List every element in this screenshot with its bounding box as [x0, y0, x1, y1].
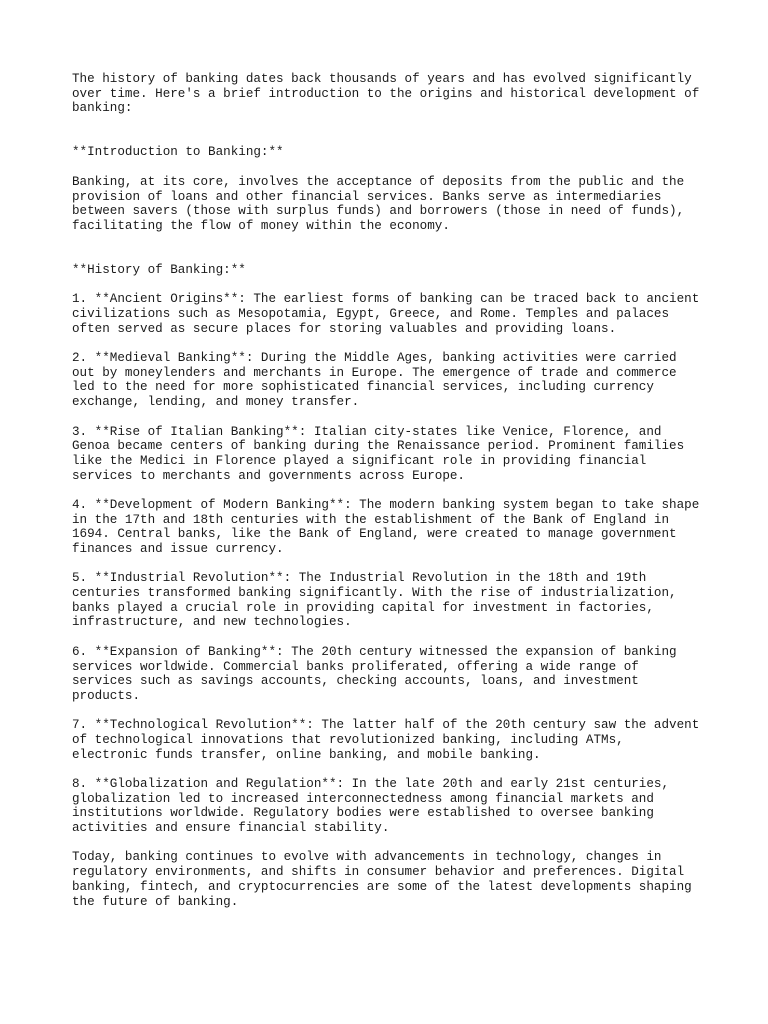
text-line: exchange, lending, and money transfer. [72, 395, 360, 410]
introduction-paragraph [72, 175, 712, 234]
text-line: out by moneylenders and merchants in Europe. The emergence of trade and commerce [72, 365, 677, 380]
text-line: 3. **Rise of Italian Banking**: Italian city-states like Venice, Florence, and [72, 424, 662, 439]
text-line: services such as savings accounts, checking accounts, loans, and investment [72, 674, 639, 689]
history-item-7 [72, 718, 712, 762]
text-line: 6. **Expansion of Banking**: The 20th century witnessed the expansion of banking [72, 644, 677, 659]
text-line: banks played a crucial role in providing capital for investment in factories, [72, 600, 654, 615]
text-line: Banking, at its core, involves the acceptance of deposits from the public and the [72, 174, 685, 189]
history-item-1 [72, 292, 712, 336]
text-line: in the 17th and 18th centuries with the establishment of the Bank of England in [72, 512, 670, 527]
text-line: 2. **Medieval Banking**: During the Middle Ages, banking activities were carried [72, 351, 677, 366]
history-item-2 [72, 351, 712, 410]
text-line: globalization led to increased interconnectedness among financial markets and [72, 791, 654, 806]
text-line: infrastructure, and new technologies. [72, 615, 352, 630]
section-heading-history [72, 263, 712, 278]
text-line: institutions worldwide. Regulatory bodies were established to oversee banking [72, 806, 654, 821]
text-line: 8. **Globalization and Regulation**: In the late 20th and early 21st centuries, [72, 777, 670, 792]
text-line: the future of banking. [72, 894, 239, 909]
text-line: 1694. Central banks, like the Bank of England, were created to manage government [72, 527, 677, 542]
text-line: finances and issue currency. [72, 542, 284, 557]
text-line: centuries transformed banking significantly. With the rise of industrialization, [72, 586, 677, 601]
text-line: Today, banking continues to evolve with advancements in technology, changes in [72, 850, 662, 865]
text-line: electronic funds transfer, online banking, and mobile banking. [72, 747, 541, 762]
text-line: banking, fintech, and cryptocurrencies are some of the latest developments shaping [72, 879, 692, 894]
history-item-8 [72, 777, 712, 836]
text-line: services worldwide. Commercial banks proliferated, offering a wide range of [72, 659, 639, 674]
text-line: 1. **Ancient Origins**: The earliest forms of banking can be traced back to ancient [72, 292, 700, 307]
intro-paragraph [72, 72, 712, 116]
text-line: provision of loans and other financial services. Banks serve as intermediaries [72, 189, 662, 204]
conclusion-paragraph [72, 850, 712, 909]
text-line: activities and ensure financial stability. [72, 821, 390, 836]
text-line: often served as secure places for storing valuables and providing loans. [72, 321, 617, 336]
text-line: 5. **Industrial Revolution**: The Industrial Revolution in the 18th and 19th [72, 571, 647, 586]
text-line: 7. **Technological Revolution**: The latter half of the 20th century saw the advent [72, 718, 700, 733]
text-line: banking: [72, 101, 133, 116]
history-item-6 [72, 645, 712, 704]
document-page [72, 72, 712, 909]
text-line: between savers (those with surplus funds) and borrowers (those in need of funds), [72, 204, 685, 219]
heading-line: **Introduction to Banking:** [72, 145, 284, 160]
text-line: The history of banking dates back thousands of years and has evolved significantly [72, 72, 692, 86]
text-line: civilizations such as Mesopotamia, Egypt, Greece, and Rome. Temples and palaces [72, 307, 670, 322]
text-line: like the Medici in Florence played a significant role in providing financial [72, 453, 647, 468]
text-line: facilitating the flow of money within the economy. [72, 218, 450, 233]
text-line: of technological innovations that revolutionized banking, including ATMs, [72, 732, 624, 747]
history-item-5 [72, 571, 712, 630]
heading-line: **History of Banking:** [72, 262, 246, 277]
text-line: regulatory environments, and shifts in consumer behavior and preferences. Digital [72, 865, 685, 880]
history-item-3 [72, 425, 712, 484]
text-line: products. [72, 688, 141, 703]
text-line: led to the need for more sophisticated financial services, including currency [72, 380, 654, 395]
text-line: over time. Here's a brief introduction to the origins and historical development of [72, 86, 700, 101]
text-line: Genoa became centers of banking during the Renaissance period. Prominent families [72, 439, 685, 454]
text-line: services to merchants and governments across Europe. [72, 468, 465, 483]
history-item-4 [72, 498, 712, 557]
text-line: 4. **Development of Modern Banking**: The modern banking system began to take shape [72, 497, 700, 512]
section-heading-introduction [72, 145, 712, 160]
